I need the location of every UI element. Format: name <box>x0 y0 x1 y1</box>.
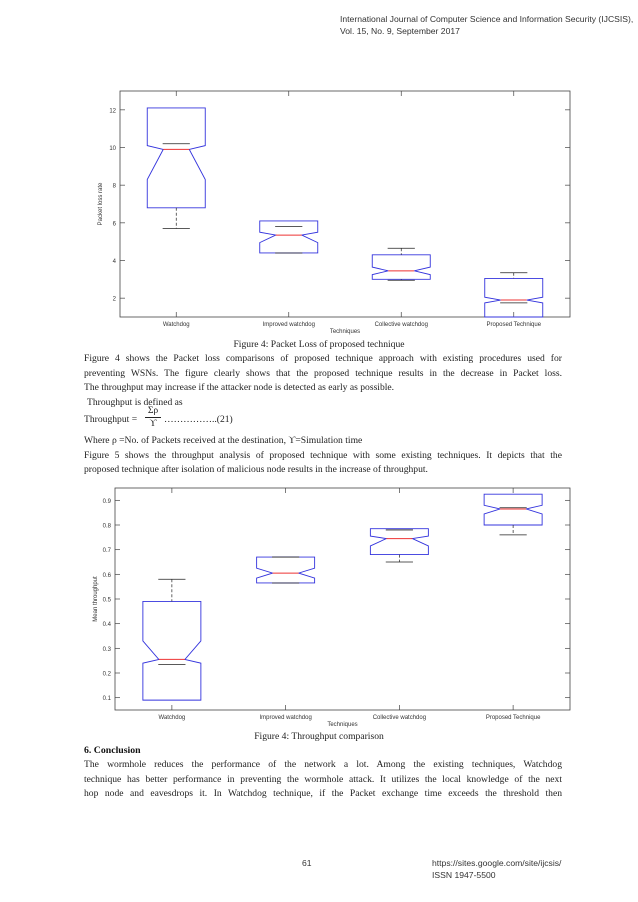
x-tick-label: Watchdog <box>158 715 186 721</box>
y-axis-label: Mean throughput <box>93 576 99 622</box>
y-tick-label: 0.1 <box>102 696 111 703</box>
y-tick-label: 12 <box>109 108 116 115</box>
y-tick-label: 4 <box>112 259 116 265</box>
text-line: Where ρ =No. of Packets received at the destination, ϒ=Simulation time <box>84 435 363 446</box>
journal-header <box>340 14 633 37</box>
formula-fraction <box>145 405 161 430</box>
y-axis-label: Packet loss rate <box>98 182 104 226</box>
throughput-chart <box>0 480 638 728</box>
x-tick-label: Collective watchdog <box>372 715 427 721</box>
figure-caption-packet-loss: Figure 4: Packet Loss of proposed technique <box>233 339 405 350</box>
text-line: Throughput is defined as <box>87 396 183 408</box>
text-line: proposed technique after isolation of malicious node results in the increase of throughput. <box>84 464 428 476</box>
paragraph-throughput <box>84 434 562 478</box>
x-tick-label: Improved watchdog <box>262 322 315 328</box>
x-tick-label: Proposed Technique <box>485 715 541 721</box>
box <box>257 557 315 583</box>
box <box>372 255 430 279</box>
plot-frame <box>115 488 570 710</box>
text-line: Figure 5 shows the throughput analysis of proposed technique with some existing techniques. It depicts that the <box>84 449 562 461</box>
y-tick-label: 6 <box>112 221 116 228</box>
formula-numerator: Σρ <box>145 405 161 418</box>
x-tick-label: Collective watchdog <box>374 322 428 328</box>
journal-volume: Vol. 15, No. 9, September 2017 <box>340 25 460 36</box>
throughput-formula <box>84 414 137 425</box>
x-tick-label: Improved watchdog <box>259 715 312 721</box>
paragraph-packet-loss <box>84 352 562 410</box>
box <box>143 601 201 700</box>
plot-frame <box>120 91 570 317</box>
y-tick-label: 8 <box>112 183 116 190</box>
text-line: Figure 4 shows the Packet loss comparisons of proposed technique approach with existing procedures used for <box>84 353 562 364</box>
text-line: technique has better performance in preventing the wormhole attack. It utilizes the local knowledge of the next <box>84 773 562 785</box>
x-tick-label: Watchdog <box>162 322 190 328</box>
footer-links <box>432 858 561 881</box>
box <box>260 221 318 253</box>
text-line: hop node and eavesdrops it. In Watchdog technique, if the Packet exchange time exceeds the threshold then <box>84 788 562 800</box>
formula-equation-number: ……………..(21) <box>164 414 233 425</box>
box <box>484 494 542 525</box>
box <box>370 529 428 555</box>
y-tick-label: 0.9 <box>102 498 111 505</box>
section-heading-conclusion: 6. Conclusion <box>84 745 141 756</box>
footer-issn: ISSN 1947-5500 <box>432 869 496 880</box>
y-tick-label: 0.3 <box>102 646 111 653</box>
text-line: The wormhole reduces the performance of the network a lot. Among the existing techniques, Watchdog <box>84 759 562 770</box>
x-axis-label: Techniques <box>329 329 361 335</box>
box <box>485 278 543 317</box>
y-tick-label: 0.4 <box>102 622 111 629</box>
y-tick-label: 2 <box>112 296 116 303</box>
box <box>147 108 205 208</box>
text-line: The throughput may increase if the attacker node is detected as early as possible. <box>84 382 395 394</box>
y-tick-label: 0.6 <box>102 572 111 579</box>
y-tick-label: 10 <box>109 146 116 152</box>
journal-name: International Journal of Computer Science and Information Security (IJCSIS), <box>340 14 634 24</box>
text-line: preventing WSNs. The figure clearly shows that the proposed technique results in the decrease in Packet loss. <box>84 367 562 379</box>
x-tick-label: Proposed Technique <box>486 322 542 328</box>
y-tick-label: 0.7 <box>102 548 111 555</box>
paragraph-conclusion <box>84 758 562 802</box>
figure-caption-throughput: Figure 4: Throughput comparison <box>254 731 384 742</box>
x-axis-label: Techniques <box>327 722 358 728</box>
page-number: 61 <box>302 858 312 868</box>
formula-label: Throughput = <box>84 414 138 425</box>
packet-loss-chart <box>0 85 638 335</box>
y-tick-label: 0.2 <box>102 671 111 678</box>
footer-url: https://sites.google.com/site/ijcsis/ <box>432 858 562 868</box>
y-tick-label: 0.5 <box>102 597 111 604</box>
y-tick-label: 0.8 <box>102 523 111 530</box>
formula-denominator: ϒ <box>149 418 157 429</box>
